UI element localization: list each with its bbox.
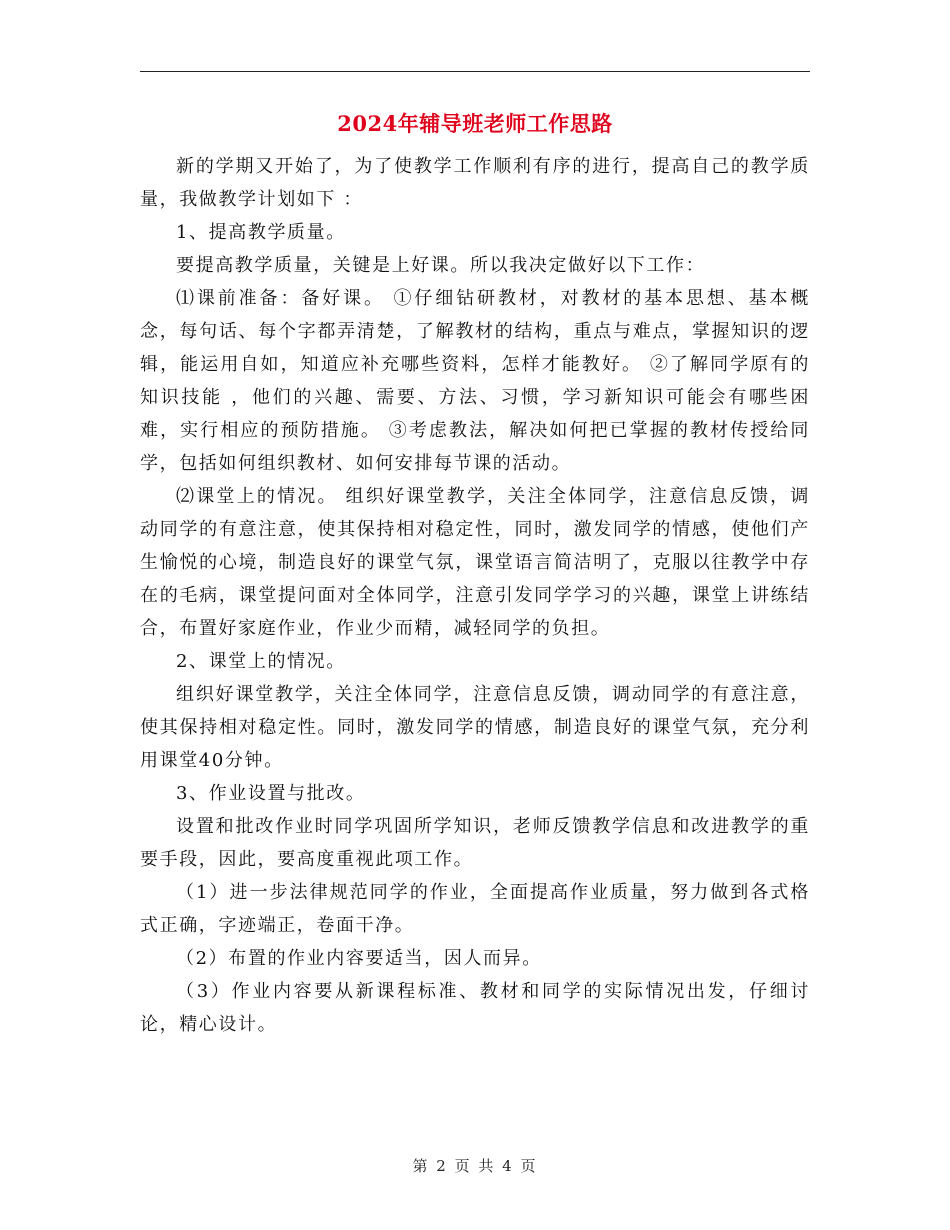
paragraph-2: 组织好课堂教学，关注全体同学，注意信息反馈，调动同学的有意注意，使其保持相对稳定性。同时，激发同学的情感，制造良好的课堂气氛，充分利用课堂40分钟。: [140, 684, 810, 771]
heading-3: 3、作业设置与批改。: [176, 783, 366, 804]
paragraph-1-classroom: ⑵课堂上的情况。 组织好课堂教学，关注全体同学，注意信息反馈，调动同学的有意注意，使其保持相对稳定性，同时，激发同学的情感，使他们产生愉悦的心境，制造良好的课堂气氛，课堂语言简洁明了，克服以往教学中存在的毛病，课堂提问面对全体同学，注意引发同学学习的兴趣，课堂上讲练结合，布置好家庭作业，作业少而精，减轻同学的负担。: [140, 486, 810, 639]
paragraph-3-item-1: （1）进一步法律规范同学的作业，全面提高作业质量，努力做到各式格式正确，字迹端正，卷面干净。: [140, 882, 810, 936]
document-body: [140, 150, 810, 1041]
document-title: 2024年辅导班老师工作思路: [337, 111, 613, 136]
paragraph-3-item-3: （3）作业内容要从新课程标准、教材和同学的实际情况出发，仔细讨论，精心设计。: [140, 981, 810, 1035]
page-footer: 第 2 页 共 4 页: [412, 1157, 538, 1175]
heading-2: 2、课堂上的情况。: [176, 651, 346, 672]
heading-1: 1、提高教学质量。: [176, 222, 346, 243]
paragraph-1-intro: 要提高教学质量，关键是上好课。所以我决定做好以下工作：: [176, 255, 706, 276]
paragraph-1-prep: ⑴课前准备：备好课。 ①仔细钻研教材，对教材的基本思想、基本概念，每句话、每个字都弄清楚，了解教材的结构，重点与难点，掌握知识的逻辑，能运用自如，知道应补充哪些资料，怎样才能教好。 ②了解同学原有的知识技能 ，他们的兴趣、需要、方法、习惯，学习新知识可能会有哪些困难，实行相应的预防措施。 ③考虑教法，解决如何把已掌握的教材传授给同学，包括如何组织教材、如何安排每节课的活动。: [140, 288, 810, 474]
paragraph-intro: 新的学期又开始了，为了使教学工作顺利有序的进行，提高自己的教学质量，我做教学计划如下 ：: [140, 156, 810, 210]
paragraph-3-intro: 设置和批改作业时同学巩固所学知识，老师反馈教学信息和改进教学的重要手段，因此，要高度重视此项工作。: [140, 816, 810, 870]
header-rule: [140, 71, 810, 72]
paragraph-3-item-2: （2）布置的作业内容要适当，因人而异。: [176, 948, 542, 969]
